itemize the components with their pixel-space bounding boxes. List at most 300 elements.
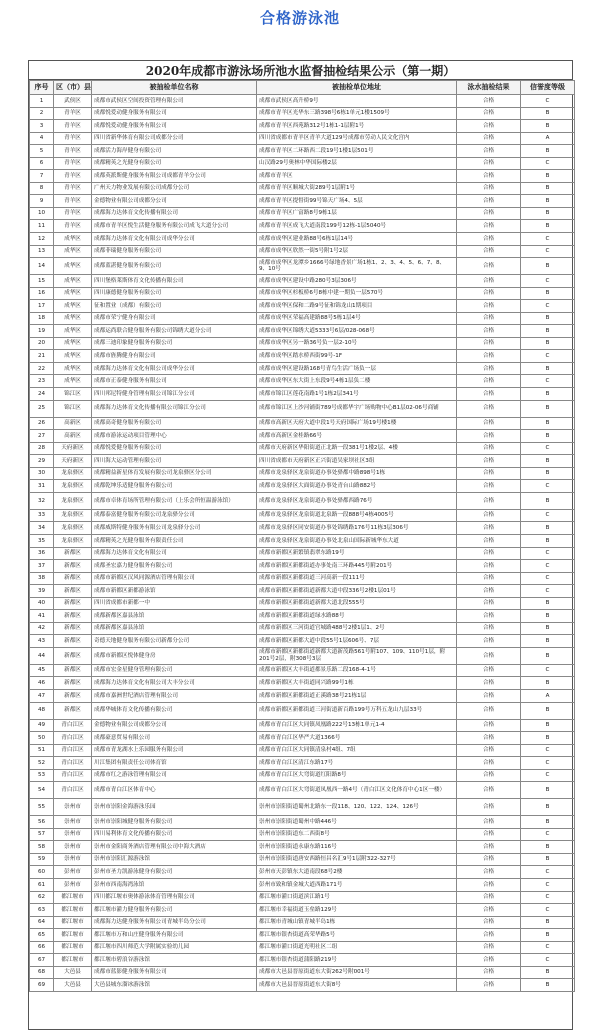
cell-index: 23 (30, 375, 54, 388)
cell-unit-address: 成都市天府新区华阳街道正北路一段381号1楼2层、4楼 (257, 442, 457, 455)
cell-unit-name: 成都悦爱动健身服务有限公司 (92, 120, 257, 133)
cell-credit-grade: B (521, 220, 575, 233)
cell-unit-address: 成都市龙泉驿区同安街道办事处锦绣路176号11栋3层306号 (257, 522, 457, 535)
cell-index: 68 (30, 966, 54, 979)
cell-district: 成华区 (54, 258, 92, 275)
cell-result: 合格 (457, 941, 521, 954)
cell-result: 合格 (457, 560, 521, 573)
table-row (30, 979, 575, 992)
table-row (30, 275, 575, 288)
cell-district: 新都区 (54, 664, 92, 677)
cell-result: 合格 (457, 245, 521, 258)
cell-unit-address: 都江堰市灌口街道光明社区二组 (257, 941, 457, 954)
cell-result: 合格 (457, 597, 521, 610)
cell-index: 11 (30, 220, 54, 233)
cell-district: 龙泉驿区 (54, 480, 92, 493)
cell-result: 合格 (457, 769, 521, 782)
cell-unit-address: 成都市新都区新都街道正溪路38号21栋1层 (257, 689, 457, 702)
table-row (30, 195, 575, 208)
table-row (30, 350, 575, 363)
cell-district: 新都区 (54, 560, 92, 573)
table-row (30, 492, 575, 509)
table-row (30, 941, 575, 954)
cell-district: 新都区 (54, 622, 92, 635)
cell-district: 锦江区 (54, 400, 92, 417)
cell-credit-grade: C (521, 375, 575, 388)
cell-district: 锦江区 (54, 388, 92, 401)
cell-credit-grade: C (521, 442, 575, 455)
cell-unit-name: 征和置业（成都）有限公司 (92, 300, 257, 313)
cell-result: 合格 (457, 799, 521, 816)
table-row (30, 522, 575, 535)
table-row (30, 132, 575, 145)
cell-unit-name: 成都市红之游泳管理有限公司 (92, 769, 257, 782)
table-row (30, 572, 575, 585)
cell-district: 新都区 (54, 677, 92, 690)
cell-credit-grade: C (521, 757, 575, 770)
table-row (30, 954, 575, 967)
cell-unit-address: 崇州市崇阳街道唐安西路恒昌名汇9号1层附322-327号 (257, 853, 457, 866)
cell-index: 58 (30, 841, 54, 854)
cell-district: 成华区 (54, 337, 92, 350)
cell-credit-grade: C (521, 866, 575, 879)
cell-index: 14 (30, 258, 54, 275)
cell-unit-address: 成都市成华区荣福高建路88号5栋1层4号 (257, 312, 457, 325)
table-row (30, 417, 575, 430)
cell-index: 16 (30, 287, 54, 300)
cell-unit-name: 成都豪意贸易有限公司 (92, 732, 257, 745)
cell-index: 44 (30, 647, 54, 664)
cell-unit-name: 成都蓝湛健身服务有限公司 (92, 258, 257, 275)
cell-unit-address: 都江堰市银杏街道蒲阳路219号 (257, 954, 457, 967)
cell-credit-grade: B (521, 522, 575, 535)
cell-credit-grade: B (521, 258, 575, 275)
cell-credit-grade: B (521, 207, 575, 220)
cell-unit-name: 四川康德健身服务有限公司 (92, 287, 257, 300)
cell-result: 合格 (457, 664, 521, 677)
cell-result: 合格 (457, 258, 521, 275)
table-row (30, 904, 575, 917)
cell-unit-address: 成都市青白江区清江东路17号 (257, 757, 457, 770)
cell-unit-name: 金德物业有限公司成都分公司 (92, 719, 257, 732)
cell-index: 5 (30, 145, 54, 158)
table-row (30, 664, 575, 677)
cell-index: 49 (30, 719, 54, 732)
cell-district: 彭州市 (54, 866, 92, 879)
cell-district: 都江堰市 (54, 916, 92, 929)
cell-credit-grade: B (521, 799, 575, 816)
cell-credit-grade: B (521, 979, 575, 992)
cell-district: 都江堰市 (54, 929, 92, 942)
cell-result: 合格 (457, 107, 521, 120)
table-row (30, 853, 575, 866)
table-row (30, 878, 575, 891)
cell-credit-grade: B (521, 287, 575, 300)
cell-credit-grade: C (521, 941, 575, 954)
cell-index: 33 (30, 509, 54, 522)
table-row (30, 816, 575, 829)
cell-unit-name: 成都海力达体育文化传播有限公司 (92, 207, 257, 220)
cell-index: 47 (30, 689, 54, 702)
cell-district: 青白江区 (54, 757, 92, 770)
table-row (30, 702, 575, 719)
cell-unit-name: 四川易利体育文化传播有限公司 (92, 828, 257, 841)
cell-credit-grade: B (521, 107, 575, 120)
cell-result: 合格 (457, 522, 521, 535)
cell-index: 56 (30, 816, 54, 829)
table-row (30, 828, 575, 841)
cell-result: 合格 (457, 757, 521, 770)
table-row (30, 841, 575, 854)
cell-index: 42 (30, 622, 54, 635)
cell-unit-address: 成都市锦江区莲花南路1号1栋2层341号 (257, 388, 457, 401)
cell-district: 新都区 (54, 610, 92, 623)
results-table (29, 80, 575, 992)
cell-index: 46 (30, 677, 54, 690)
cell-index: 3 (30, 120, 54, 133)
cell-credit-grade: C (521, 560, 575, 573)
cell-unit-address: 成都市龙泉驿区龙泉街道办事处驿都西路76号 (257, 492, 457, 509)
cell-district: 高新区 (54, 417, 92, 430)
table-row (30, 400, 575, 417)
cell-unit-address: 崇州市崇阳街道蜀州中路446号 (257, 816, 457, 829)
cell-index: 64 (30, 916, 54, 929)
table-row (30, 258, 575, 275)
cell-district: 青羊区 (54, 120, 92, 133)
cell-result: 合格 (457, 647, 521, 664)
cell-district: 青白江区 (54, 769, 92, 782)
cell-result: 合格 (457, 689, 521, 702)
cell-district: 新都区 (54, 702, 92, 719)
cell-unit-name: 奇德天地健身服务有限公司新都分公司 (92, 635, 257, 648)
cell-unit-name: 崇州市崇阳城健身服务有限公司 (92, 816, 257, 829)
table-row (30, 388, 575, 401)
cell-unit-name: 成都市青白江区体育中心 (92, 782, 257, 799)
cell-district: 新都区 (54, 689, 92, 702)
cell-unit-name: 崇州市崇阳汇源游泳馆 (92, 853, 257, 866)
cell-unit-name: 成都海力达体育文化有限公司成华分公司 (92, 362, 257, 375)
column-header-index: 序号 (30, 81, 54, 95)
table-row (30, 610, 575, 623)
cell-credit-grade: B (521, 534, 575, 547)
cell-result: 合格 (457, 547, 521, 560)
cell-index: 15 (30, 275, 54, 288)
table-row (30, 732, 575, 745)
table-row (30, 769, 575, 782)
cell-district: 都江堰市 (54, 941, 92, 954)
cell-result: 合格 (457, 300, 521, 313)
cell-unit-name: 崇州市金阳商务酒店管理有限公司中海大酒店 (92, 841, 257, 854)
cell-result: 合格 (457, 744, 521, 757)
cell-index: 12 (30, 233, 54, 246)
cell-unit-address: 成都市青白江区华严大道1366号 (257, 732, 457, 745)
cell-index: 40 (30, 597, 54, 610)
cell-index: 54 (30, 782, 54, 799)
cell-unit-name: 四川邦尼特健身管理有限公司锦江分公司 (92, 388, 257, 401)
cell-result: 合格 (457, 157, 521, 170)
cell-credit-grade: C (521, 744, 575, 757)
cell-result: 合格 (457, 233, 521, 246)
cell-unit-address: 成都市武侯区高升桥9号 (257, 95, 457, 108)
cell-unit-address: 成都市成华区杉板桥6号8栋中建一期负一层570号 (257, 287, 457, 300)
cell-unit-name: 成都海力达体育文化有限公司大丰分公司 (92, 677, 257, 690)
table-row (30, 107, 575, 120)
cell-result: 合格 (457, 841, 521, 854)
cell-unit-name: 成都海力达体育文化有限公司成华分公司 (92, 233, 257, 246)
cell-unit-name: 成都菲瑞健身服务有限公司 (92, 245, 257, 258)
table-row (30, 560, 575, 573)
cell-index: 4 (30, 132, 54, 145)
cell-result: 合格 (457, 816, 521, 829)
cell-district: 成华区 (54, 312, 92, 325)
cell-unit-address: 四川省成都市天府新区正兴街道吴家坝社区3组 (257, 455, 457, 468)
cell-credit-grade: B (521, 853, 575, 866)
table-row (30, 120, 575, 133)
cell-credit-grade: B (521, 702, 575, 719)
cell-district: 新都区 (54, 635, 92, 648)
table-row (30, 233, 575, 246)
cell-unit-name: 成都高奇健身服务有限公司 (92, 417, 257, 430)
cell-unit-name: 成都市新都区汉风同源酒店管理有限公司 (92, 572, 257, 585)
cell-unit-name: 崇州市崇阳金海游泳乐园 (92, 799, 257, 816)
table-row (30, 430, 575, 443)
cell-district: 成华区 (54, 287, 92, 300)
cell-unit-address: 成都市大邑县晋原街道东大街262号附001号 (257, 966, 457, 979)
cell-unit-address: 成都市新都区新都街道三河高新一段111号 (257, 572, 457, 585)
cell-district: 都江堰市 (54, 954, 92, 967)
cell-district: 青羊区 (54, 157, 92, 170)
cell-credit-grade: B (521, 647, 575, 664)
cell-unit-name: 四川省新华体育有限公司成都分公司 (92, 132, 257, 145)
cell-credit-grade: C (521, 480, 575, 493)
cell-result: 合格 (457, 275, 521, 288)
cell-unit-name: 大邑县城东溜冰游泳馆 (92, 979, 257, 992)
cell-district: 成华区 (54, 375, 92, 388)
table-row (30, 312, 575, 325)
cell-unit-address: 崇州市崇阳街道永康东路116号 (257, 841, 457, 854)
cell-result: 合格 (457, 95, 521, 108)
cell-unit-address: 都江堰市灌口街道滨江路1号 (257, 891, 457, 904)
column-header-district: 区（市）县 (54, 81, 92, 95)
cell-district: 崇州市 (54, 799, 92, 816)
cell-index: 6 (30, 157, 54, 170)
cell-result: 合格 (457, 828, 521, 841)
cell-unit-name: 成都海力达体育文化有限公司 (92, 547, 257, 560)
cell-result: 合格 (457, 572, 521, 585)
cell-unit-name: 四川堡格莱斯体育文化传播有限公司 (92, 275, 257, 288)
table-row (30, 677, 575, 690)
cell-result: 合格 (457, 916, 521, 929)
cell-credit-grade: B (521, 362, 575, 375)
table-row (30, 689, 575, 702)
cell-index: 19 (30, 325, 54, 338)
cell-index: 9 (30, 195, 54, 208)
cell-result: 合格 (457, 585, 521, 598)
table-row (30, 891, 575, 904)
cell-district: 青白江区 (54, 744, 92, 757)
cell-result: 合格 (457, 480, 521, 493)
cell-unit-address: 四川省成都市青羊区青羊大道129号成都市劳动人民文化宫内 (257, 132, 457, 145)
cell-unit-name: 成都圣宏嘉力健身服务有限公司 (92, 560, 257, 573)
cell-unit-address: 成都市青羊区 (257, 170, 457, 183)
cell-unit-address: 成都市青白江区大同镇清泉村4组、7组 (257, 744, 457, 757)
cell-unit-address: 彭州市天彭镇东大道南段68号2楼 (257, 866, 457, 879)
cell-unit-address: 成都市成华区东大街上东段9号4栋1层负二楼 (257, 375, 457, 388)
cell-unit-address: 成都市青羊区顺城大街289号1层附1号 (257, 182, 457, 195)
table-row (30, 362, 575, 375)
cell-result: 合格 (457, 362, 521, 375)
cell-unit-name: 成都精益新星体育发展有限公司龙泉驿区分公司 (92, 467, 257, 480)
cell-district: 新都区 (54, 585, 92, 598)
cell-credit-grade: C (521, 95, 575, 108)
cell-result: 合格 (457, 120, 521, 133)
cell-unit-address: 成都市青羊区西苑路312号1栋1-1层附1号 (257, 120, 457, 133)
cell-credit-grade: C (521, 547, 575, 560)
cell-unit-address: 成都市新都区新都街道新都大道中段336号2楼1层01号 (257, 585, 457, 598)
cell-index: 67 (30, 954, 54, 967)
cell-result: 合格 (457, 337, 521, 350)
cell-credit-grade: B (521, 195, 575, 208)
cell-credit-grade: B (521, 732, 575, 745)
cell-result: 合格 (457, 492, 521, 509)
table-row (30, 455, 575, 468)
cell-result: 合格 (457, 312, 521, 325)
cell-index: 24 (30, 388, 54, 401)
cell-unit-address: 成都市高新区金桂路66号 (257, 430, 457, 443)
cell-unit-address: 成都市新都区大丰街道同兴路99号1栋 (257, 677, 457, 690)
cell-district: 青羊区 (54, 195, 92, 208)
cell-unit-address: 成都市大邑县晋原街道东大街8号 (257, 979, 457, 992)
cell-unit-name: 成都悦爱健身服务有限公司 (92, 442, 257, 455)
table-row (30, 337, 575, 350)
cell-unit-name: 成都市新都区悦体健身房 (92, 647, 257, 664)
cell-index: 63 (30, 904, 54, 917)
cell-district: 大邑县 (54, 979, 92, 992)
table-row (30, 799, 575, 816)
cell-result: 合格 (457, 467, 521, 480)
cell-unit-address: 成都市新都区新都街道三河街道新百路199号万科五龙山九层33号 (257, 702, 457, 719)
table-row (30, 534, 575, 547)
table-row (30, 635, 575, 648)
cell-credit-grade: C (521, 664, 575, 677)
cell-unit-address: 成都市龙泉驿区大面街道办事处青台山路882号 (257, 480, 457, 493)
cell-credit-grade: C (521, 157, 575, 170)
cell-index: 60 (30, 866, 54, 879)
cell-unit-address: 成都市龙泉驿区龙泉街道办事处驿都中路898号1栋 (257, 467, 457, 480)
cell-credit-grade: B (521, 417, 575, 430)
cell-district: 青白江区 (54, 732, 92, 745)
cell-unit-name: 成都市宏金星健身管理有限公司 (92, 664, 257, 677)
page-header (0, 0, 600, 34)
cell-result: 合格 (457, 430, 521, 443)
cell-district: 龙泉驿区 (54, 509, 92, 522)
column-header-credit-grade: 信誉度等级 (521, 81, 575, 95)
cell-unit-address: 成都市锦江区上沙河铺街789号成都华宇广场购物中心B1层02-06号商铺 (257, 400, 457, 417)
cell-credit-grade: C (521, 245, 575, 258)
cell-credit-grade: B (521, 467, 575, 480)
cell-district: 崇州市 (54, 853, 92, 866)
cell-unit-address: 成都市青羊区二环路西二段19号1楼1层501号 (257, 145, 457, 158)
cell-unit-address: 成都市成华区欣然一街5号附1号2层 (257, 245, 457, 258)
cell-credit-grade: C (521, 891, 575, 904)
table-row (30, 719, 575, 732)
column-header-result: 泳水抽检结果 (457, 81, 521, 95)
cell-index: 20 (30, 337, 54, 350)
cell-unit-name: 四川海大运动管理有限公司 (92, 455, 257, 468)
cell-unit-name: 川江集团有限责任公司体育馆 (92, 757, 257, 770)
table-row (30, 375, 575, 388)
cell-district: 大邑县 (54, 966, 92, 979)
cell-result: 合格 (457, 878, 521, 891)
cell-unit-name: 成都市蓝影健身服务有限公司 (92, 966, 257, 979)
cell-unit-name: 都江堰市万和山庄健身服务有限公司 (92, 929, 257, 942)
cell-district: 彭州市 (54, 878, 92, 891)
cell-index: 18 (30, 312, 54, 325)
cell-district: 青羊区 (54, 220, 92, 233)
cell-credit-grade: B (521, 145, 575, 158)
table-row (30, 442, 575, 455)
cell-unit-name: 成都市卓体育场所管理有限公司（上乐会所恒温游泳馆） (92, 492, 257, 509)
cell-credit-grade: B (521, 337, 575, 350)
cell-index: 22 (30, 362, 54, 375)
cell-result: 合格 (457, 929, 521, 942)
cell-result: 合格 (457, 702, 521, 719)
cell-index: 28 (30, 442, 54, 455)
cell-unit-name: 成都市荣宁健身有限公司 (92, 312, 257, 325)
cell-credit-grade: B (521, 622, 575, 635)
document-image (28, 60, 573, 1030)
page-title: 合格游泳池 (259, 8, 340, 27)
cell-result: 合格 (457, 455, 521, 468)
cell-result: 合格 (457, 509, 521, 522)
cell-result: 合格 (457, 534, 521, 547)
cell-index: 43 (30, 635, 54, 648)
cell-index: 48 (30, 702, 54, 719)
cell-result: 合格 (457, 207, 521, 220)
cell-index: 34 (30, 522, 54, 535)
cell-result: 合格 (457, 866, 521, 879)
cell-unit-address: 成都市青羊区提督街99号锦天广场4、5层 (257, 195, 457, 208)
cell-unit-address: 成都市成华区锦绣大道5333号6层/028-068号 (257, 325, 457, 338)
cell-result: 合格 (457, 182, 521, 195)
cell-unit-name: 成都泰富健身服务有限公司龙泉驿分公司 (92, 509, 257, 522)
cell-index: 25 (30, 400, 54, 417)
cell-result: 合格 (457, 417, 521, 430)
table-row (30, 597, 575, 610)
cell-unit-address: 山汉路29号奥林中华国际楼2层 (257, 157, 457, 170)
cell-unit-name: 都江堰市灌力健身服务有限公司 (92, 904, 257, 917)
cell-index: 45 (30, 664, 54, 677)
cell-index: 57 (30, 828, 54, 841)
cell-unit-name: 成都乾坤乐适健身服务有限公司 (92, 480, 257, 493)
cell-index: 1 (30, 95, 54, 108)
cell-unit-address: 成都市青白江区大同镇凤凰路222号13栋1单元1-4 (257, 719, 457, 732)
cell-unit-name: 成都精英之光健身有限公司 (92, 157, 257, 170)
cell-district: 天府新区 (54, 442, 92, 455)
cell-index: 7 (30, 170, 54, 183)
cell-credit-grade: B (521, 610, 575, 623)
cell-credit-grade: B (521, 916, 575, 929)
cell-unit-address: 都江堰市青城山镇青城半岛1栋 (257, 916, 457, 929)
cell-index: 52 (30, 757, 54, 770)
table-row (30, 744, 575, 757)
cell-unit-name: 彭州市西南海湾泳馆 (92, 878, 257, 891)
cell-district: 成华区 (54, 350, 92, 363)
cell-unit-name: 成都市武侯区空间投资管理有限公司 (92, 95, 257, 108)
table-row (30, 325, 575, 338)
cell-credit-grade: C (521, 509, 575, 522)
cell-district: 龙泉驿区 (54, 492, 92, 509)
